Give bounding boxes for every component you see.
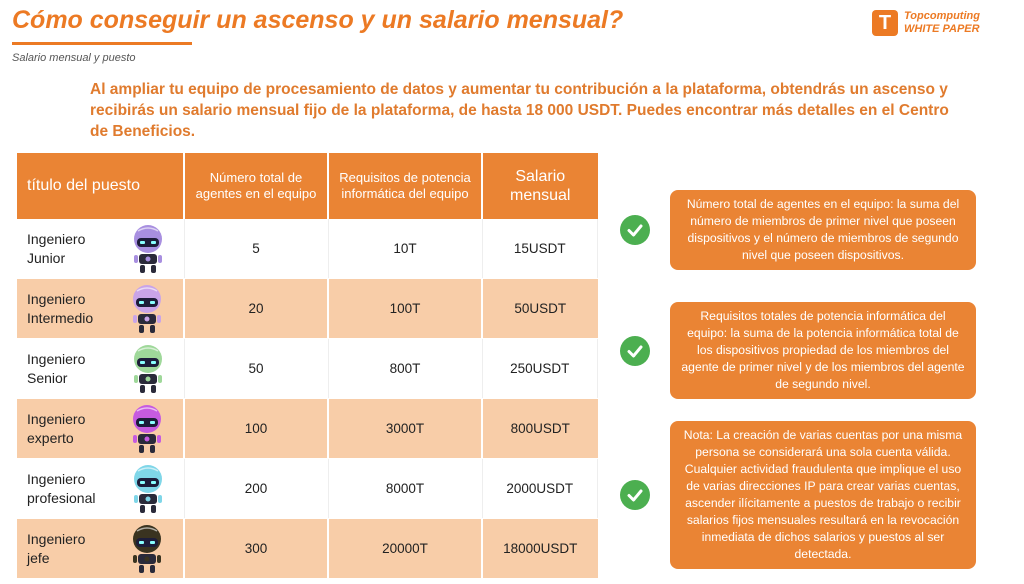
purple-robot-icon (128, 223, 168, 275)
check-icon (620, 480, 650, 510)
rank-name (27, 530, 117, 568)
rank-line2: Junior (27, 249, 66, 266)
rank-name (27, 350, 117, 388)
brand (872, 10, 980, 36)
salary-cell: 800USDT (482, 399, 598, 459)
agents-cell: 5 (184, 219, 328, 279)
power-cell: 20000T (328, 519, 482, 579)
rank-table (17, 153, 598, 579)
agents-cell: 20 (184, 279, 328, 339)
rank-cell (17, 339, 184, 399)
table-row (17, 339, 598, 399)
rank-line1: Ingeniero (27, 230, 86, 247)
table-row (17, 519, 598, 579)
agents-cell: 200 (184, 459, 328, 519)
rank-cell (17, 399, 184, 459)
power-cell: 3000T (328, 399, 482, 459)
rank-line1: Ingeniero (27, 470, 86, 487)
note-box-agents: Número total de agentes en el equipo: la suma del número de miembros de primer nivel que poseen dispositivos y el número de miembros de segundo nivel que poseen dispositivos. (670, 190, 976, 270)
rank-name (27, 410, 117, 448)
agents-cell: 100 (184, 399, 328, 459)
header-salary: Salario mensual (482, 153, 598, 219)
agents-cell: 300 (184, 519, 328, 579)
table-row (17, 279, 598, 339)
rank-line1: Ingeniero (27, 350, 86, 367)
note-2 (620, 302, 976, 399)
rank-line1: Ingeniero (27, 290, 86, 307)
note-3 (620, 421, 976, 569)
brand-name: Topcomputing (904, 10, 980, 22)
page-title: Cómo conseguir un ascenso y un salario mensual? (12, 6, 624, 34)
brand-tagline: WHITE PAPER (904, 23, 980, 35)
rank-cell (17, 219, 184, 279)
table-header-row (17, 153, 598, 219)
rank-cell (17, 519, 184, 579)
intro-paragraph: Al ampliar tu equipo de procesamiento de datos y aumentar tu contribución a la plataforma, obtendrás un ascenso y recibirás un salario mensual fijo de la plataforma, de hasta 18 000 USDT. Puedes encontrar más detalles en el Centro de Beneficios. (90, 81, 949, 140)
page-subtitle: Salario mensual y puesto (12, 52, 136, 64)
table-row (17, 219, 598, 279)
power-cell: 10T (328, 219, 482, 279)
salary-cell: 2000USDT (482, 459, 598, 519)
note-box-warning: Nota: La creación de varias cuentas por una misma persona se considerará una sola cuenta válida. Cualquier actividad fraudulenta que implique el uso de varias direcciones IP para crear varias cuentas, ascender ilícitamente a puestos de trabajo o recibir salarios fijos mensuales resultará en la revocación inmediata de dichos salarios y puestos al ser detectada. (670, 421, 976, 569)
cyan-robot-icon (128, 463, 168, 515)
green-robot-icon (128, 343, 168, 395)
table-row (17, 459, 598, 519)
rank-cell (17, 279, 184, 339)
rank-line2: jefe (27, 549, 50, 566)
lilac-robot-icon (127, 283, 167, 335)
check-icon (620, 336, 650, 366)
agents-cell: 50 (184, 339, 328, 399)
rank-name (27, 230, 117, 268)
gold-robot-icon (127, 523, 167, 575)
salary-cell: 15USDT (482, 219, 598, 279)
check-icon (620, 215, 650, 245)
rank-name (27, 470, 117, 508)
rank-cell (17, 459, 184, 519)
header-rank: título del puesto (17, 153, 184, 219)
rank-line2: Intermedio (27, 309, 94, 326)
header-agents: Número total de agentes en el equipo (184, 153, 328, 219)
title-underline (12, 42, 192, 45)
rank-line2: experto (27, 429, 74, 446)
brand-logo-icon: T (872, 10, 898, 36)
rank-name (27, 290, 117, 328)
magenta-robot-icon (127, 403, 167, 455)
power-cell: 100T (328, 279, 482, 339)
salary-cell: 50USDT (482, 279, 598, 339)
table-row (17, 399, 598, 459)
header-power: Requisitos de potencia informática del equipo (328, 153, 482, 219)
power-cell: 8000T (328, 459, 482, 519)
rank-line2: Senior (27, 369, 68, 386)
rank-line1: Ingeniero (27, 530, 86, 547)
salary-cell: 18000USDT (482, 519, 598, 579)
note-1 (620, 190, 976, 270)
brand-text (904, 10, 980, 36)
rank-line2: profesional (27, 489, 96, 506)
salary-cell: 250USDT (482, 339, 598, 399)
power-cell: 800T (328, 339, 482, 399)
rank-line1: Ingeniero (27, 410, 86, 427)
note-box-power: Requisitos totales de potencia informática del equipo: la suma de la potencia informática total de los dispositivos propiedad de los miembros del agente de primer nivel y de los miembros del agente de segundo nivel. (670, 302, 976, 399)
